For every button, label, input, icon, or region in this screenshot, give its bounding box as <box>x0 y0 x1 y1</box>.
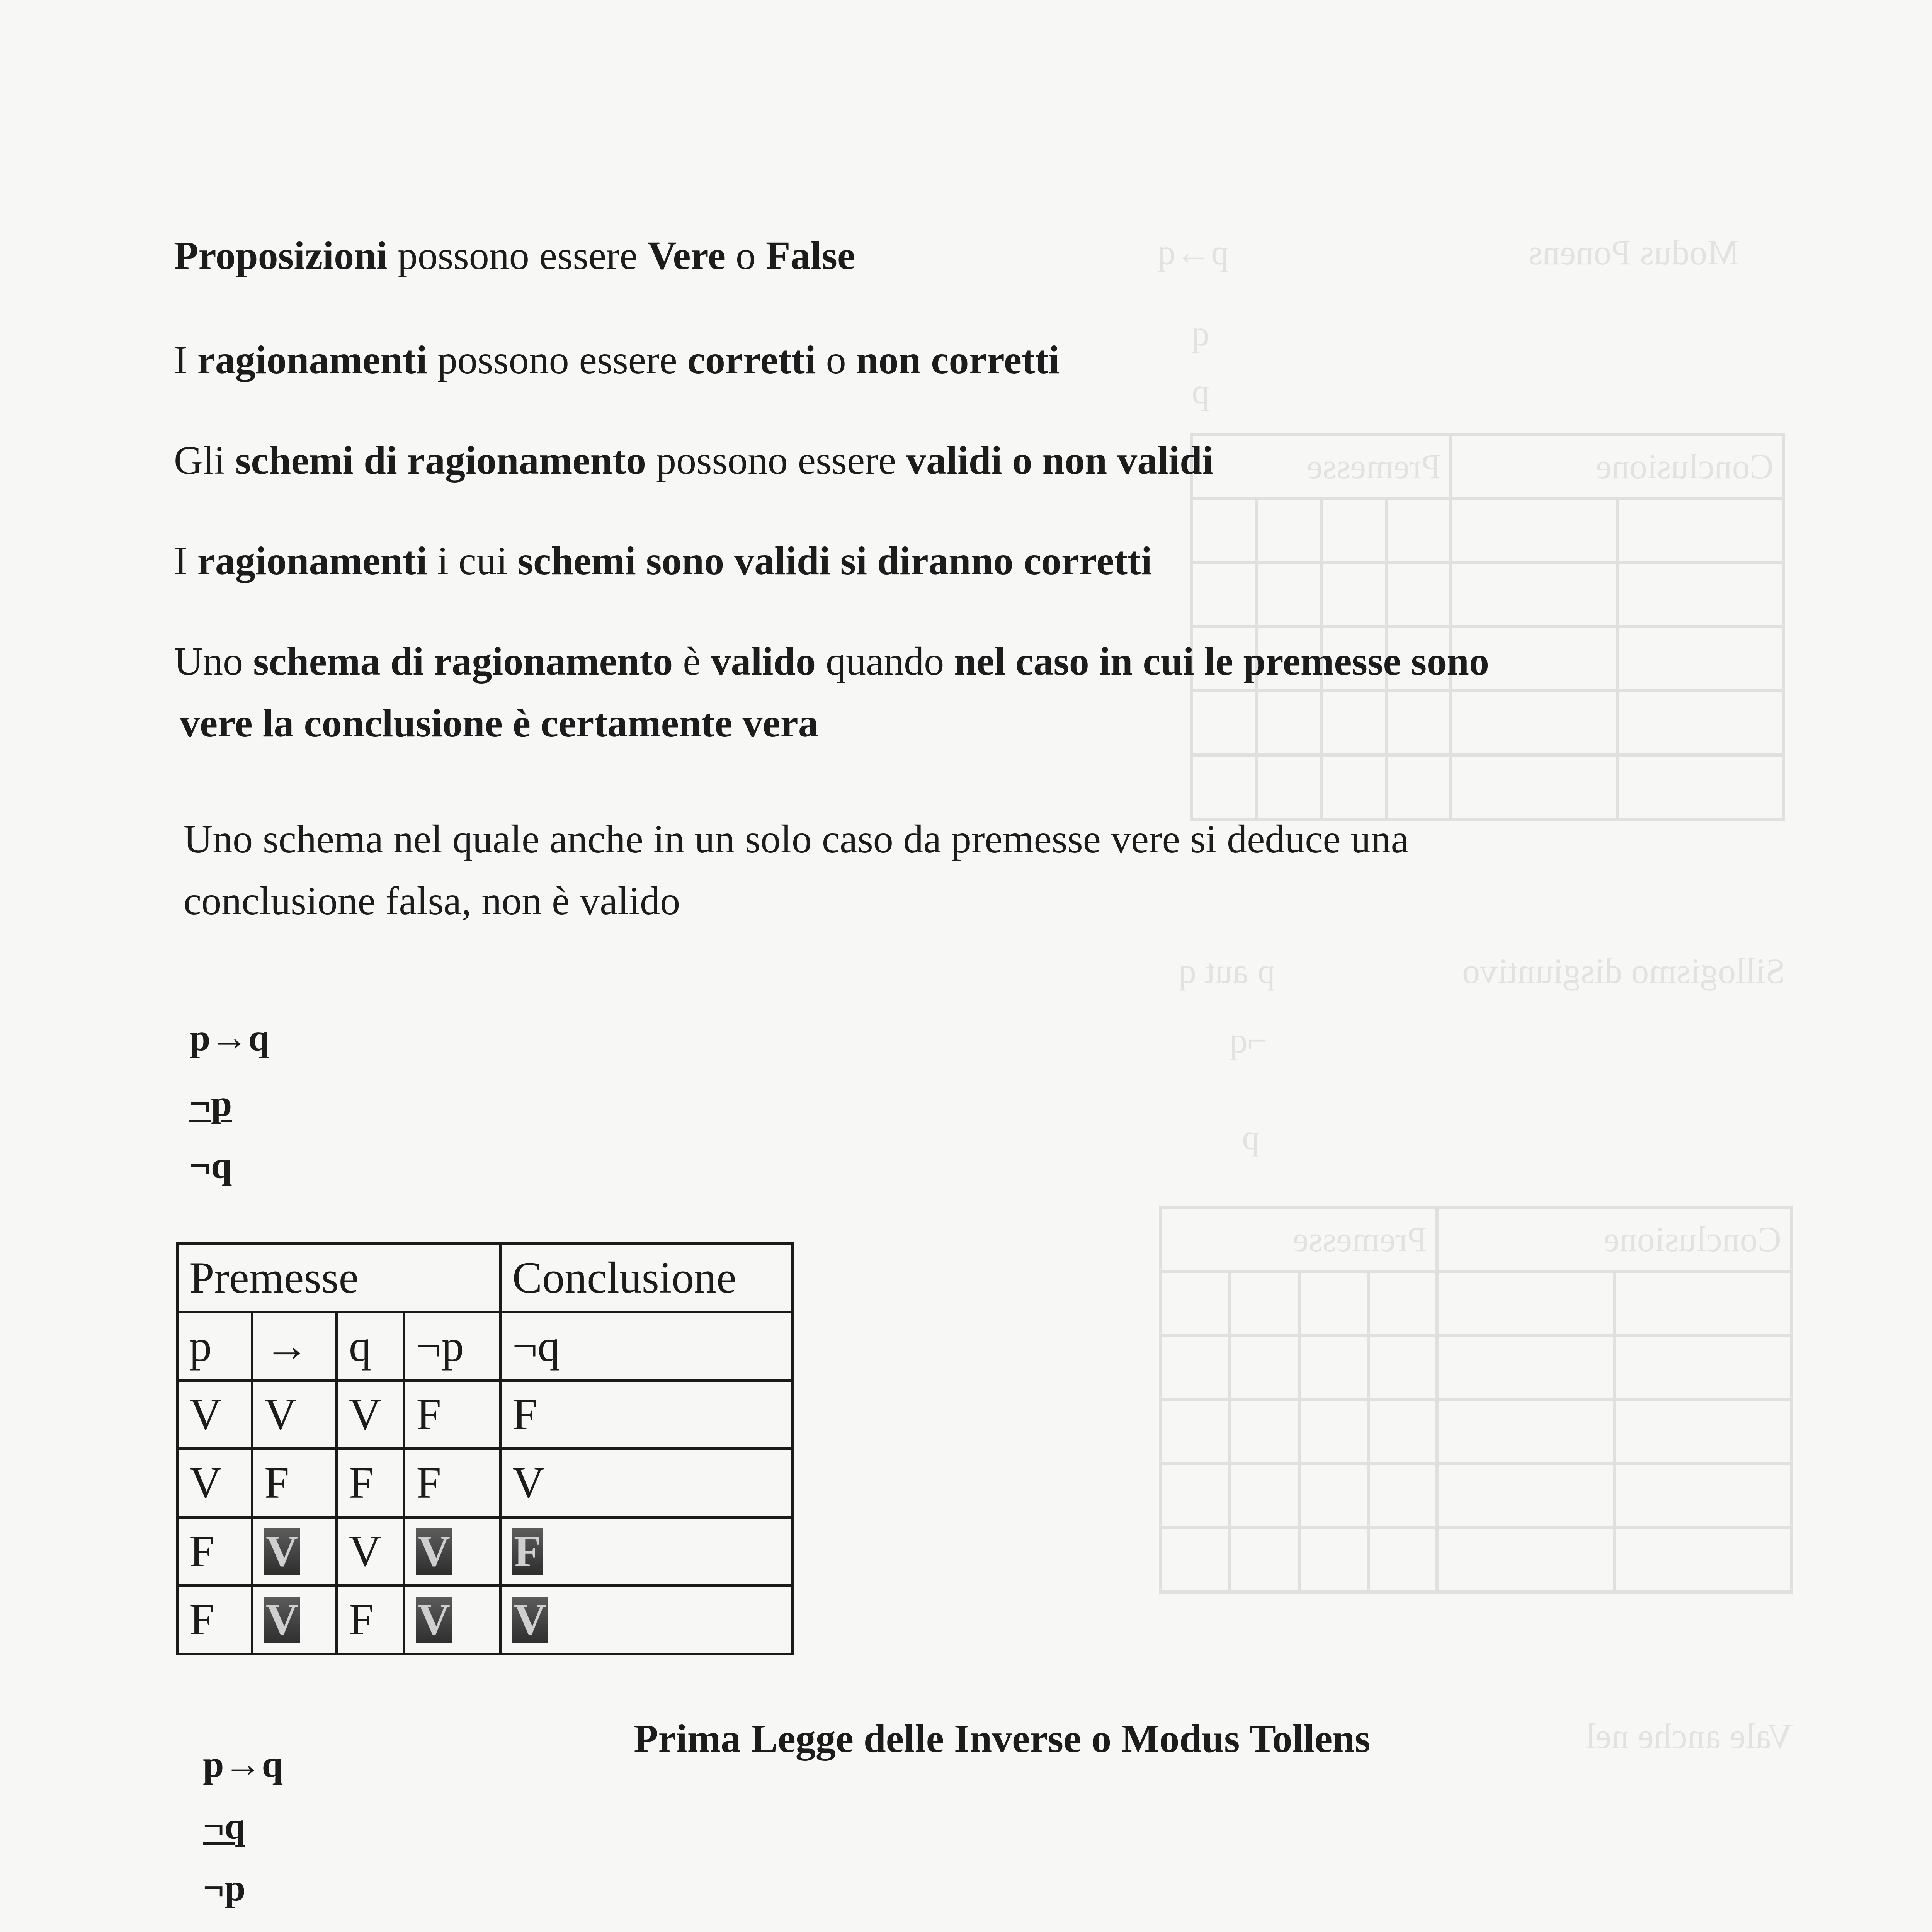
term-non-corretti: non corretti <box>856 338 1060 382</box>
bleed-table-1 <box>1190 433 1785 821</box>
statement-reasonings <box>174 336 1060 384</box>
bleed-head-premises-2: Premesse <box>1161 1207 1437 1271</box>
table1-col: → <box>252 1312 337 1381</box>
text: o <box>816 338 856 382</box>
term-vere: Vere <box>647 233 726 278</box>
table1-cell: V <box>337 1517 404 1586</box>
statement-invalid-definition <box>184 815 1409 864</box>
bleed-head-conclusion: Conclusione <box>1451 434 1784 498</box>
table1-cell: F <box>404 1449 500 1517</box>
text: I <box>174 539 197 583</box>
bleed-head-conclusion-2: Conclusione <box>1437 1207 1791 1271</box>
table-row <box>177 1449 793 1517</box>
term-schemi-validi: schemi sono validi si diranno corretti <box>517 539 1152 583</box>
table1-cell: V <box>252 1381 337 1449</box>
table1-cell: V <box>337 1381 404 1449</box>
bleed-minor-2: ¬q <box>1230 1021 1267 1060</box>
scheme1-minor-premise <box>189 1082 290 1125</box>
table1-cell: V <box>177 1381 252 1449</box>
bleed-conclusion-1: p <box>1192 372 1209 411</box>
table1-cell: F <box>252 1449 337 1517</box>
text: è <box>673 639 711 684</box>
highlight-mark: V <box>416 1528 452 1575</box>
bleed-conclusion-2: p <box>1242 1117 1260 1157</box>
term-conclusione-vera: vere la conclusione è certamente vera <box>180 701 818 745</box>
scheme2-major-premise: p→q <box>203 1743 283 1785</box>
statement-valid-definition-cont <box>180 699 818 748</box>
term-ragionamenti: ragionamenti <box>197 338 427 382</box>
text: Gli <box>174 438 235 483</box>
text: possono essere <box>427 338 687 382</box>
text: o <box>726 233 766 278</box>
term-false: False <box>766 233 855 278</box>
bleed-formula-2: p aut q <box>1178 951 1275 991</box>
statement-schemes <box>174 437 1213 485</box>
table1-col: ¬p <box>404 1312 500 1381</box>
statement-propositions <box>174 232 855 280</box>
scheme2-minor-text: ¬q <box>203 1805 246 1847</box>
statement-correct-reasonings <box>174 537 1152 585</box>
term-schema: schema di ragionamento <box>253 639 673 684</box>
table1-col: p <box>177 1312 252 1381</box>
bleed-title-2: Sillogismo disgiuntivo <box>1462 951 1785 991</box>
scheme1-major-premise: p→q <box>189 1017 270 1059</box>
table-row <box>177 1586 793 1654</box>
table1-cell: V <box>500 1449 793 1517</box>
scheme1-minor-text: ¬p <box>189 1083 232 1124</box>
table1-cell-highlighted <box>252 1586 337 1654</box>
scheme2-minor-premise <box>203 1804 303 1848</box>
table1-cell: F <box>337 1449 404 1517</box>
rule-title-modus-tollens: Prima Legge delle Inverse o Modus Tollens <box>634 1716 1371 1761</box>
text: conclusione falsa, non è valido <box>184 879 680 923</box>
highlight-mark: V <box>512 1597 548 1644</box>
highlight-mark: V <box>264 1528 300 1575</box>
table1-head-premises: Premesse <box>177 1244 500 1312</box>
table1-cell: V <box>177 1449 252 1517</box>
truth-table-1 <box>176 1242 794 1655</box>
term-proposizioni: Proposizioni <box>174 233 388 278</box>
statement-valid-definition <box>174 638 1489 686</box>
table1-cell-highlighted <box>252 1517 337 1586</box>
term-validi: validi o non validi <box>906 438 1213 483</box>
table1-cell: F <box>404 1381 500 1449</box>
table1-cell: F <box>177 1586 252 1654</box>
term-valido: valido <box>711 639 816 684</box>
text: quando <box>816 639 954 684</box>
term-premesse: nel caso in cui le premesse sono <box>954 639 1489 684</box>
statement-invalid-definition-cont <box>184 877 680 925</box>
highlight-mark: V <box>416 1597 452 1644</box>
table-row <box>177 1517 793 1586</box>
text: Uno <box>174 639 253 684</box>
table1-cell: F <box>337 1586 404 1654</box>
bleed-minor-1: q <box>1192 314 1209 353</box>
table1-cell: F <box>177 1517 252 1586</box>
bleed-formula-1: p→q <box>1158 233 1229 272</box>
table-row <box>177 1381 793 1449</box>
term-corretti: corretti <box>687 338 816 382</box>
bleed-table-2 <box>1159 1206 1793 1594</box>
table1-col: ¬q <box>500 1312 793 1381</box>
highlight-mark: F <box>512 1528 543 1575</box>
scheme2-conclusion: ¬p <box>203 1867 246 1909</box>
term-ragionamenti-2: ragionamenti <box>197 539 427 583</box>
text: possono essere <box>387 233 648 278</box>
term-schemi: schemi di ragionamento <box>235 438 646 483</box>
table1-col: q <box>337 1312 404 1381</box>
text: Uno schema nel quale anche in un solo caso da premesse vere si deduce una <box>184 817 1409 861</box>
table1-head-conclusion: Conclusione <box>500 1244 793 1312</box>
text: possono essere <box>646 438 906 483</box>
table1-cell: F <box>500 1381 793 1449</box>
bleed-footer: Vale anche nel <box>1585 1716 1793 1756</box>
highlight-mark: V <box>264 1597 300 1644</box>
table1-column-row <box>177 1312 793 1381</box>
table1-cell-highlighted <box>500 1586 793 1654</box>
bleed-title-1: Modus Ponens <box>1528 233 1739 272</box>
text: I <box>174 338 197 382</box>
text: i cui <box>427 539 518 583</box>
table1-cell-highlighted <box>404 1586 500 1654</box>
table1-cell-highlighted <box>500 1517 793 1586</box>
bleed-through <box>1113 216 1808 1801</box>
scheme1-conclusion: ¬q <box>189 1145 232 1186</box>
table1-cell-highlighted <box>404 1517 500 1586</box>
bleed-head-premises: Premesse <box>1192 434 1451 498</box>
